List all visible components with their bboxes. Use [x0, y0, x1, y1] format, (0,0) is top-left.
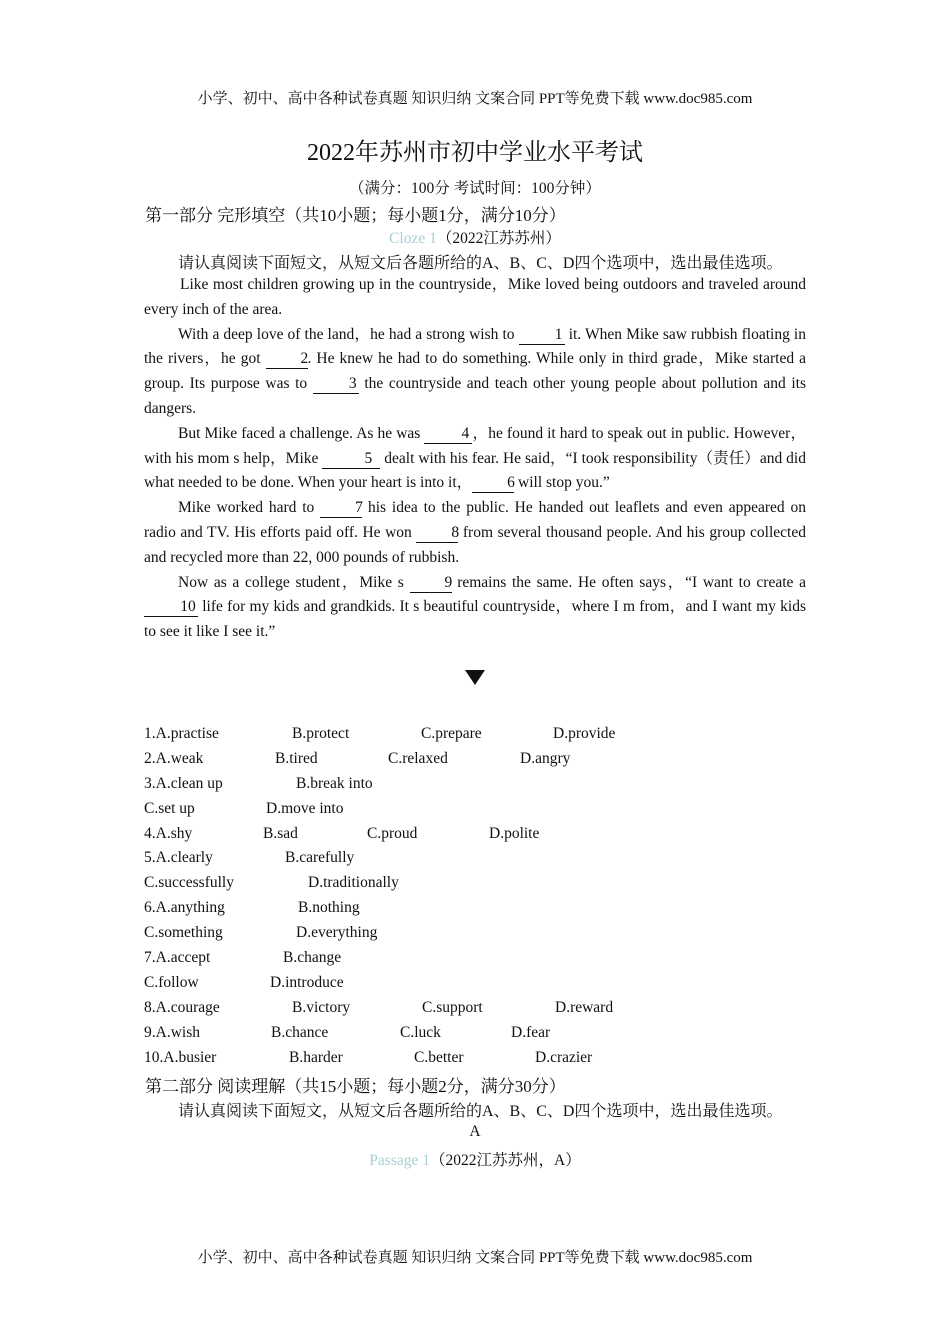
option: C.prepare	[421, 725, 482, 742]
option: C.proud	[367, 824, 418, 842]
blank-3: 3	[313, 375, 359, 394]
blank-5: 5	[322, 450, 380, 469]
blank-7: 7	[320, 499, 362, 518]
option: 10.A.busier	[144, 1048, 217, 1066]
blank-4: 4	[424, 425, 472, 444]
option: 6.A.anything	[144, 899, 225, 917]
option: C.support	[422, 998, 483, 1016]
option: D.reward	[555, 998, 614, 1016]
part1-heading: 第一部分 完形填空（共10小题；每小题1分，满分10分）	[145, 206, 566, 225]
option: 9.A.wish	[144, 1023, 200, 1041]
option: B.chance	[271, 1023, 329, 1041]
cloze-source	[0, 226, 950, 248]
option: D.introduce	[270, 973, 344, 991]
option: D.move into	[266, 799, 344, 817]
option: C.follow	[144, 973, 199, 991]
option: C.better	[414, 1048, 464, 1066]
option: 1.A.practise	[144, 725, 219, 742]
blank-2: 2	[266, 350, 308, 369]
blank-6: 6	[472, 474, 514, 493]
exam-title: 2022年苏州市初中学业水平考试	[307, 140, 643, 166]
passage-tag: Passage 1	[369, 1152, 430, 1169]
page-footer: 小学、初中、高中各种试卷真题 知识归纳 文案合同 PPT等免费下载 www.doc985.com	[197, 1250, 753, 1266]
option: B.tired	[275, 749, 318, 767]
option: 3.A.clean up	[144, 774, 223, 792]
part2-heading: 第二部分 阅读理解（共15小题；每小题2分，满分30分）	[145, 1077, 566, 1096]
paragraph-4: Mike worked hard to 7 his idea to the public. He handed out leaflets and even appeared on radio and TV. His efforts paid off. He won 8 from several thousand people. And his group collected and recycled more than 22, 000 pounds of rubbish.	[144, 499, 806, 566]
blank-10: 10	[144, 598, 198, 617]
option: C.something	[144, 924, 223, 942]
cloze-passage	[144, 273, 806, 645]
option: 8.A.courage	[144, 998, 220, 1016]
option: C.luck	[400, 1023, 441, 1041]
blank-9: 9	[410, 574, 452, 593]
option: B.protect	[292, 725, 350, 742]
option: B.sad	[263, 824, 298, 842]
option: D.provide	[553, 725, 616, 742]
option: C.relaxed	[388, 749, 448, 767]
paragraph-3: But Mike faced a challenge. As he was 4 ，he found it hard to speak out in public. However，with his mom s help，Mike 5 dealt with his fear. He said，“I took responsibility（责任）and did what needed to be done. When your heart is into it， 6 will stop you.”	[144, 424, 806, 492]
option: C.successfully	[144, 874, 234, 892]
page-header: 小学、初中、高中各种试卷真题 知识归纳 文案合同 PPT等免费下载 www.doc985.com	[197, 91, 753, 107]
option: B.nothing	[298, 899, 360, 917]
option: B.victory	[292, 998, 351, 1016]
option: D.fear	[511, 1023, 551, 1041]
option: D.everything	[296, 924, 378, 942]
paragraph-2: With a deep love of the land，he had a strong wish to 1 it. When Mike saw rubbish floating in the rivers，he got 2. He knew he had to do something. While only in third grade，Mike started a group. Its purpose was to 3 the countryside and teach other young people about pollution and its dangers.	[144, 325, 806, 417]
option: B.change	[283, 949, 342, 967]
cloze-tag: Cloze 1	[389, 230, 437, 247]
part1-instruction: 请认真阅读下面短文，从短文后各题所给的A、B、C、D四个选项中，选出最佳选项。	[178, 255, 783, 272]
option: B.carefully	[285, 849, 355, 867]
option: 7.A.accept	[144, 949, 211, 967]
option: B.harder	[289, 1048, 343, 1066]
passage-source	[0, 1148, 950, 1170]
cloze-source-text: （2022江苏苏州）	[436, 230, 561, 247]
option: 5.A.clearly	[144, 849, 213, 867]
down-arrow-icon	[465, 670, 485, 685]
blank-1: 1	[519, 326, 565, 345]
option: D.angry	[520, 749, 571, 767]
option: 2.A.weak	[144, 749, 204, 767]
option: D.polite	[489, 824, 540, 842]
exam-subtitle: （满分：100分 考试时间：100分钟）	[349, 180, 601, 197]
blank-8: 8	[416, 524, 458, 543]
option: C.set up	[144, 799, 195, 817]
option: D.crazier	[535, 1048, 593, 1066]
passage-source-text: （2022江苏苏州，A）	[430, 1152, 581, 1169]
paragraph-1: Like most children growing up in the countryside，Mike loved being outdoors and traveled around every inch of the area.	[144, 276, 806, 318]
option: 4.A.shy	[144, 824, 193, 842]
passage-letter: A	[469, 1123, 481, 1140]
paragraph-5: Now as a college student，Mike s 9 remains the same. He often says，“I want to create a 10 life for my kids and grandkids. It s beautiful countryside，where I m from，and I want my kids to see it like I see it.”	[144, 573, 806, 641]
part2-instruction: 请认真阅读下面短文，从短文后各题所给的A、B、C、D四个选项中，选出最佳选项。	[178, 1103, 783, 1120]
option: D.traditionally	[308, 874, 399, 892]
option: B.break into	[296, 774, 373, 792]
